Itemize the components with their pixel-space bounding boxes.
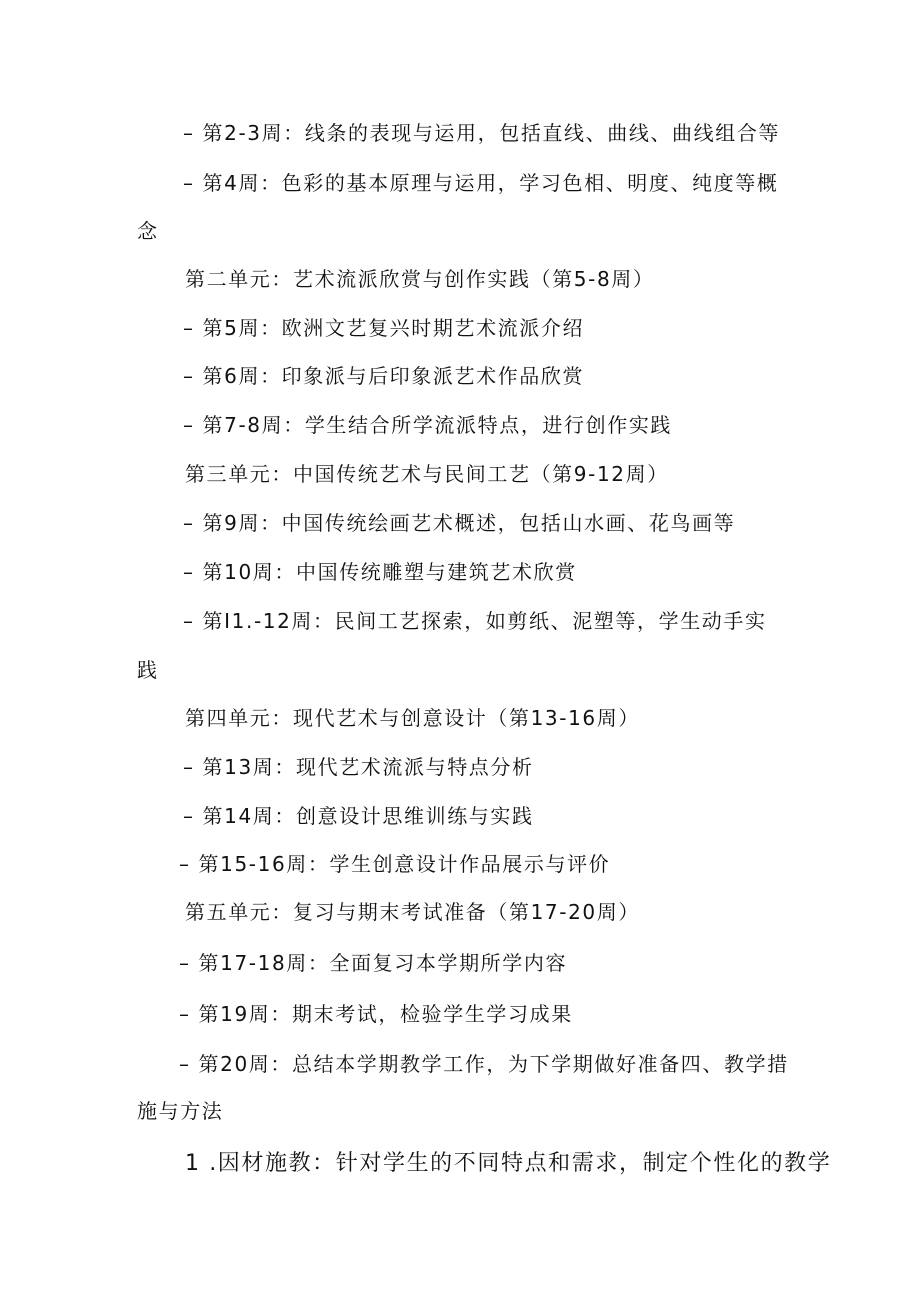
unit-5-heading: 第五单元：复习与期末考试准备（第17-20周）: [185, 900, 640, 924]
week-11-12-item: – 第I1.-12周：民间工艺探索，如剪纸、泥塑等，学生动手实: [183, 609, 767, 633]
week-15-16-item: – 第15-16周：学生创意设计作品展示与评价: [179, 852, 611, 876]
week-2-3-item: – 第2-3周：线条的表现与运用，包括直线、曲线、曲线组合等: [183, 121, 781, 145]
week-6-item: – 第6周：印象派与后印象派艺术作品欣赏: [183, 364, 585, 388]
week-9-item: – 第9周：中国传统绘画艺术概述，包括山水画、花鸟画等: [183, 511, 736, 535]
week-4-item: – 第4周：色彩的基本原理与运用，学习色相、明度、纯度等概: [183, 171, 779, 195]
week-19-item: – 第19周：期末考试，检验学生学习成果: [179, 1002, 573, 1026]
section-4-heading-continued: 施与方法: [137, 1099, 224, 1123]
week-11-12-item-continued: 践: [137, 658, 159, 682]
week-4-item-continued: 念: [137, 219, 159, 243]
unit-3-heading: 第三单元：中国传统艺术与民间工艺（第9-12周）: [185, 462, 669, 486]
measure-1-item: 1 .因材施教：针对学生的不同特点和需求，制定个性化的教学: [185, 1151, 832, 1176]
week-17-18-item: – 第17-18周：全面复习本学期所学内容: [179, 951, 568, 975]
week-7-8-item: – 第7-8周：学生结合所学流派特点，进行创作实践: [183, 413, 673, 437]
unit-2-heading: 第二单元：艺术流派欣赏与创作实践（第5-8周）: [185, 267, 655, 291]
week-14-item: – 第14周：创意设计思维训练与实践: [183, 804, 534, 828]
week-13-item: – 第13周：现代艺术流派与特点分析: [183, 755, 534, 779]
week-5-item: – 第5周：欧洲文艺复兴时期艺术流派介绍: [183, 316, 585, 340]
unit-4-heading: 第四单元：现代艺术与创意设计（第13-16周）: [185, 706, 640, 730]
week-10-item: – 第10周：中国传统雕塑与建筑艺术欣赏: [183, 560, 577, 584]
week-20-item: – 第20周：总结本学期教学工作，为下学期做好准备四、教学措: [179, 1052, 789, 1076]
